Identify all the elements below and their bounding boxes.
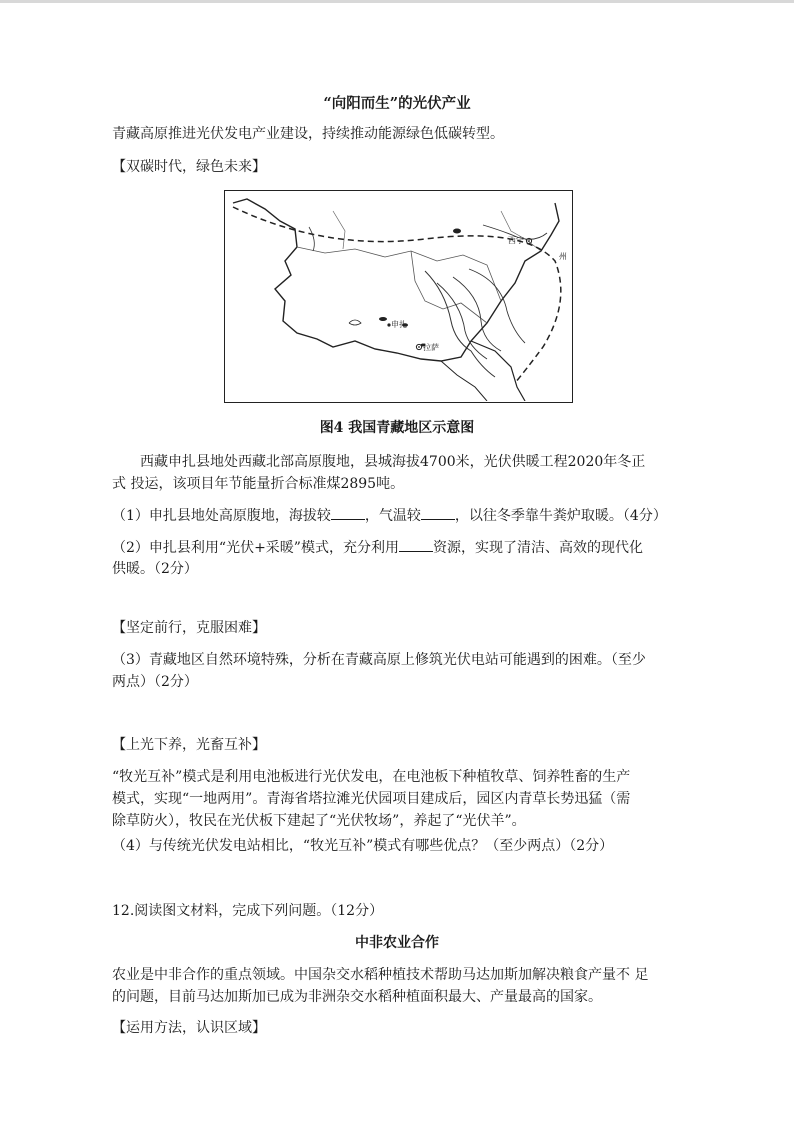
shenzha-label: 申扎 (391, 320, 407, 329)
railway-route (233, 207, 561, 383)
answer-blank-temperature[interactable] (421, 505, 455, 520)
lhasa-label: 拉萨 (423, 343, 439, 352)
lake-5 (349, 320, 361, 325)
section2-title: 中非农业合作 (355, 935, 439, 951)
province-line-3 (333, 211, 345, 249)
pv-para-line-1: “牧光互补”模式是利用电池板进行光伏发电，在电池板下种植牧草、饲养牲畜的生产 (112, 769, 631, 785)
shenzha-para-line-2: 式 投运，该项目年节能量折合标准煤2895吨。 (112, 476, 405, 492)
africa-para-line-2: 的问题，目前马达加斯加已成为非洲杂交水稻种植面积最大、产量最高的国家。 (112, 989, 602, 1005)
question-3-line-1: （3）青藏地区自然环境特殊，分析在青藏高原上修筑光伏电站可能遇到的困难。（至少 (112, 652, 646, 668)
qinghai-tibet-map (224, 190, 573, 403)
southern-border (441, 361, 487, 401)
province-line-4 (501, 211, 541, 251)
lake-1 (453, 229, 461, 234)
lake-2 (379, 317, 387, 321)
river-2 (437, 283, 487, 359)
figure-caption: 图4 我国青藏地区示意图 (319, 420, 475, 436)
scan-edge (0, 0, 794, 3)
subheading-dual-carbon: 【双碳时代，绿色未来】 (112, 159, 266, 175)
subheading-overcome-difficulties: 【坚定前行，克服困难】 (112, 620, 266, 636)
section-title: “向阳而生”的光伏产业 (323, 95, 471, 112)
pv-para-line-2: 模式，实现“一地两用”。青海省塔拉滩光伏园项目建成后，园区内青草长势迅猛（需 (112, 791, 631, 807)
africa-para-line-1: 农业是中非合作的重点领域。中国杂交水稻种植技术帮助马达加斯加解决粮食产量不 足 (112, 967, 649, 983)
subheading-method-region: 【运用方法，认识区域】 (112, 1020, 266, 1036)
river-north (309, 227, 314, 251)
intro-text: 青藏高原推进光伏发电产业建设，持续推动能源绿色低碳转型。 (112, 126, 504, 142)
subheading-pv-livestock: 【上光下养，光畜互补】 (112, 737, 266, 753)
answer-blank-resource[interactable] (399, 537, 433, 552)
question-3-line-2: 两点）（2分） (112, 674, 198, 690)
answer-blank-altitude[interactable] (331, 505, 365, 520)
pv-para-line-3: 除草防火），牧民在光伏板下建起了“光伏牧场”，养起了“光伏羊”。 (112, 813, 526, 829)
lanzhou-label: 州 (559, 252, 567, 261)
question-12: 12.阅读图文材料，完成下列问题。（12分） (112, 903, 384, 919)
xining-label: 西宁 (508, 236, 524, 245)
shenzha-para-line-1: 西藏申扎县地处西藏北部高原腹地，县城海拔4700米，光伏供暖工程2020年冬正 (140, 454, 646, 470)
question-4: （4）与传统光伏发电站相比，“牧光互补”模式有哪些优点？（至少两点）（2分） (112, 838, 614, 854)
plateau-boundary (233, 199, 559, 361)
question-2-line-1: （2）申扎县利用“光伏+采暖”模式，充分利用 资源，实现了清洁、高效的现代化 (112, 537, 643, 558)
question-1: （1）申扎县地处高原腹地，海拔较 ，气温较 ，以往冬季靠牛粪炉取暖。（4分） (112, 505, 667, 526)
map-drawing (225, 191, 571, 401)
question-2-line-2: 供暖。（2分） (112, 561, 198, 577)
